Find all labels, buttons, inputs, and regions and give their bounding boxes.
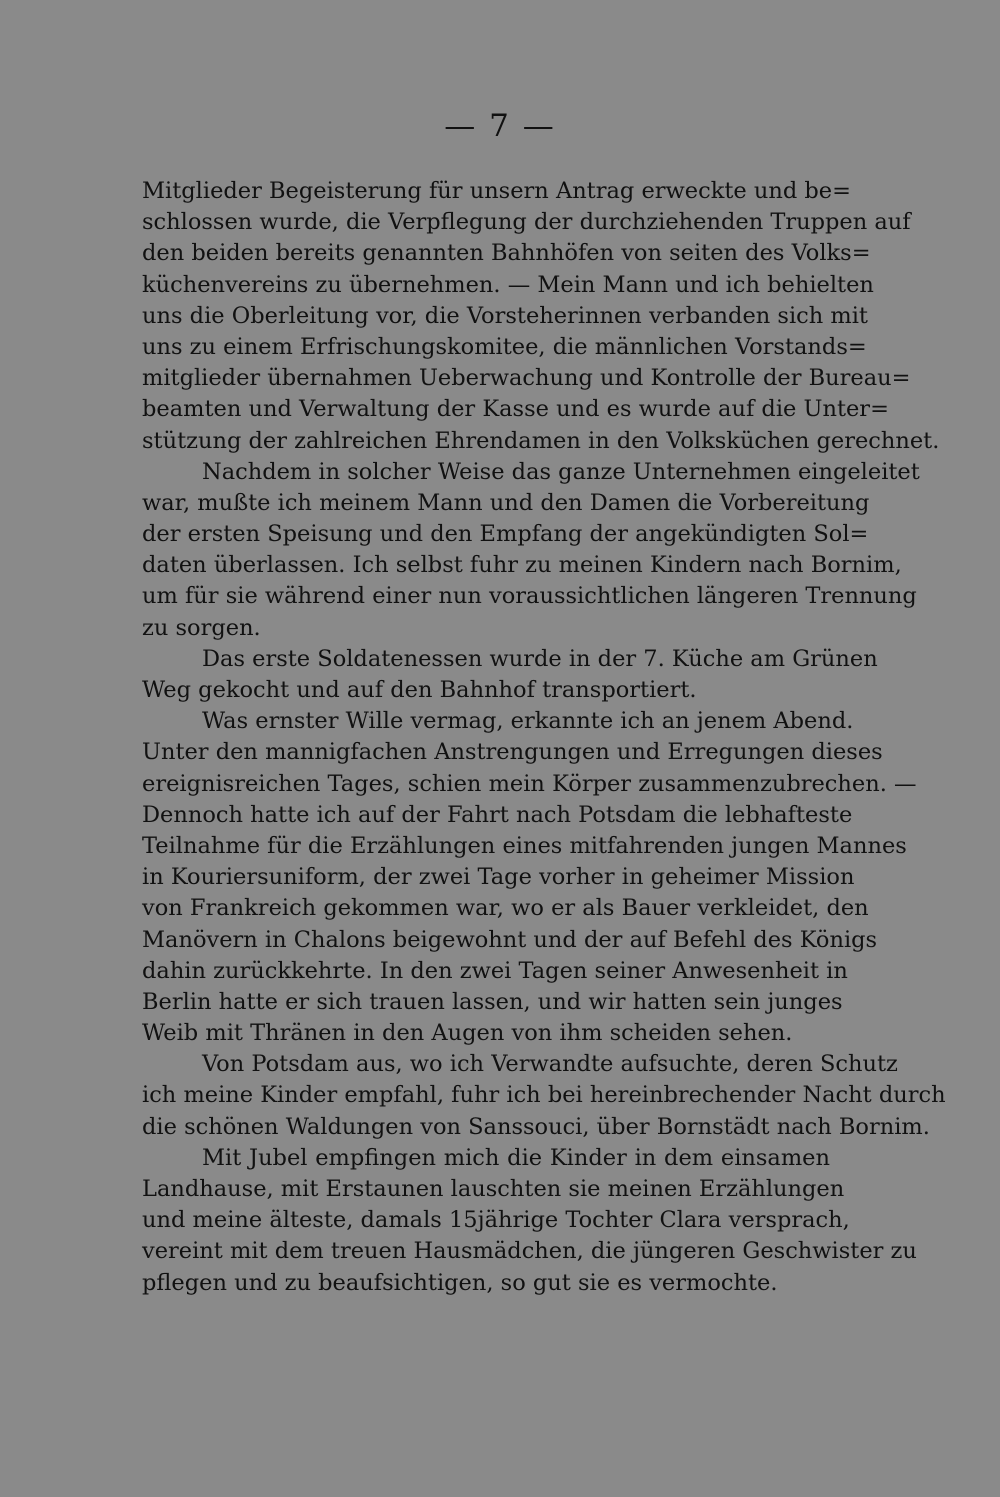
text-line: mitglieder übernahmen Ueberwachung und Kontrolle der Bureau= (142, 365, 911, 392)
text-line: Unter den mannigfachen Anstrengungen und Erregungen dieses (142, 739, 883, 766)
text-line: Von Potsdam aus, wo ich Verwandte aufsuchte, deren Schutz (202, 1051, 898, 1078)
text-line: und meine älteste, damals 15jährige Tochter Clara versprach, (142, 1207, 850, 1234)
text-line: um für sie während einer nun voraussichtlichen längeren Trennung (142, 583, 917, 610)
text-line: uns zu einem Erfrischungskomitee, die männlichen Vorstands= (142, 333, 867, 360)
text-line: war, mußte ich meinem Mann und den Damen die Vorbereitung (142, 489, 870, 516)
text-line: daten überlassen. Ich selbst fuhr zu meinen Kindern nach Bornim, (142, 552, 902, 579)
text-line: ich meine Kinder empfahl, fuhr ich bei hereinbrechender Nacht durch (142, 1082, 946, 1109)
text-line: in Kouriersuniform, der zwei Tage vorher in geheimer Mission (142, 864, 855, 891)
text-line: pflegen und zu beaufsichtigen, so gut sie es vermochte. (142, 1269, 778, 1296)
text-line: Berlin hatte er sich trauen lassen, und wir hatten sein junges (142, 988, 843, 1015)
text-line: Das erste Soldatenessen wurde in der 7. Küche am Grünen (202, 645, 878, 672)
text-line: uns die Oberleitung vor, die Vorsteherinnen verbanden sich mit (142, 302, 868, 329)
text-line: Nachdem in solcher Weise das ganze Unternehmen eingeleitet (202, 458, 920, 485)
text-line: Was ernster Wille vermag, erkannte ich an jenem Abend. (202, 708, 854, 735)
text-line: dahin zurückkehrte. In den zwei Tagen seiner Anwesenheit in (142, 957, 848, 984)
text-line: Mitglieder Begeisterung für unsern Antrag erweckte und be= (142, 178, 851, 204)
text-line: Dennoch hatte ich auf der Fahrt nach Potsdam die lebhafteste (142, 801, 853, 828)
text-line: beamten und Verwaltung der Kasse und es wurde auf die Unter= (142, 396, 889, 423)
text-line: Weib mit Thränen in den Augen von ihm scheiden sehen. (142, 1020, 793, 1047)
text-line: Manövern in Chalons beigewohnt und der auf Befehl des Königs (142, 926, 878, 953)
text-line: schlossen wurde, die Verpflegung der durchziehenden Truppen auf (142, 209, 911, 236)
text-line: Weg gekocht und auf den Bahnhof transportiert. (142, 677, 697, 703)
text-line: vereint mit dem treuen Hausmädchen, die jüngeren Geschwister zu (142, 1238, 917, 1265)
text-line: von Frankreich gekommen war, wo er als Bauer verkleidet, den (142, 895, 869, 922)
text-line: stützung der zahlreichen Ehrendamen in den Volksküchen gerechnet. (142, 427, 940, 454)
text-line: Mit Jubel empfingen mich die Kinder in dem einsamen (202, 1144, 830, 1171)
body-text (142, 176, 946, 1299)
text-line: Teilnahme für die Erzählungen eines mitfahrenden jungen Mannes (142, 832, 907, 859)
text-line: die schönen Waldungen von Sanssouci, über Bornstädt nach Bornim. (142, 1113, 930, 1140)
text-line: den beiden bereits genannten Bahnhöfen von seiten des Volks= (142, 240, 871, 267)
text-line: zu sorgen. (142, 614, 261, 641)
text-line: der ersten Speisung und den Empfang der angekündigten Sol= (142, 521, 869, 548)
text-line: küchenvereins zu übernehmen. — Mein Mann und ich behielten (142, 271, 874, 298)
text-line: Landhause, mit Erstaunen lauschten sie meinen Erzählungen (142, 1176, 845, 1202)
page-number: — 7 — (444, 108, 556, 144)
text-line: ereignisreichen Tages, schien mein Körper zusammenzubrechen. — (142, 770, 917, 797)
